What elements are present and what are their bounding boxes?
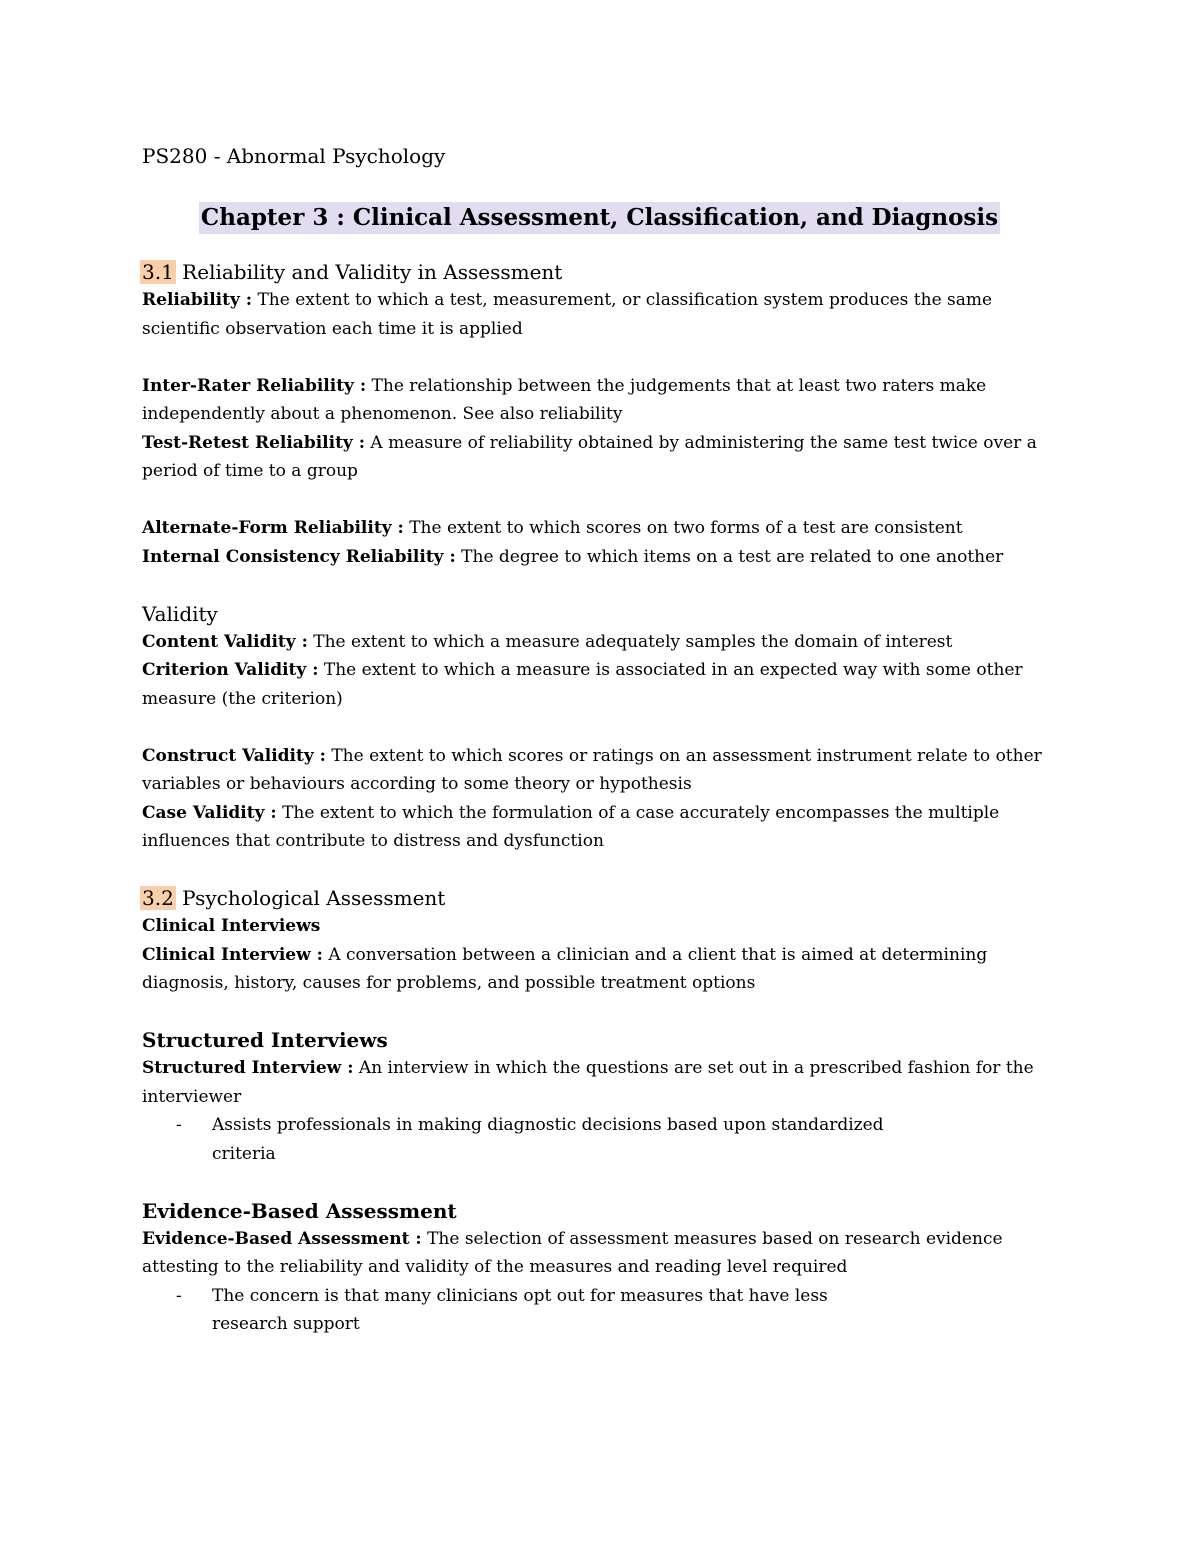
term-inter-rater: Inter-Rater Reliability : [142, 375, 367, 396]
validity-heading: Validity [142, 601, 218, 626]
section-3-1-number: 3.1 [142, 260, 174, 284]
definition-case-validity [142, 799, 1042, 856]
definition-clinical-interview [142, 941, 1042, 998]
list-item [142, 1282, 902, 1339]
term-clinical-interview: Clinical Interview : [142, 944, 323, 965]
def-case-validity: The extent to which the formulation of a case accurately encompasses the multiple influences that contribute to distress and dysfunction [142, 802, 1000, 851]
def-criterion-validity: The extent to which a measure is associated in an expected way with some other measure (the criterion) [142, 660, 1023, 709]
def-internal-consistency: The degree to which items on a test are related to one another [461, 546, 1004, 567]
chapter-title: Chapter 3 : Clinical Assessment, Classification, and Diagnosis [199, 202, 1000, 234]
def-inter-rater: The relationship between the judgements that at least two raters make independently about a phenomenon. See also reliability [142, 375, 987, 424]
term-evidence-based-assessment: Evidence-Based Assessment : [142, 1228, 422, 1249]
definition-inter-rater [142, 372, 1042, 429]
def-evidence-based-assessment: The selection of assessment measures based on research evidence attesting to the reliability and validity of the measures and reading level required [142, 1228, 1003, 1277]
evidence-based-assessment-heading: Evidence-Based Assessment [142, 1198, 457, 1223]
structured-bullet-text: Assists professionals in making diagnostic decisions based upon standardized criteria [212, 1115, 884, 1164]
definition-criterion-validity [142, 656, 1042, 713]
term-test-retest: Test-Retest Reliability : [142, 432, 366, 453]
bullet-dash: - [176, 1285, 182, 1306]
definition-content-validity [142, 628, 1042, 657]
def-structured-interview: An interview in which the questions are set out in a prescribed fashion for the interviewer [142, 1058, 1034, 1107]
definition-alternate-form [142, 514, 1042, 543]
term-internal-consistency: Internal Consistency Reliability : [142, 546, 456, 567]
definition-structured-interview [142, 1054, 1042, 1111]
def-construct-validity: The extent to which scores or ratings on an assessment instrument relate to other variables or behaviours according to some theory or hypothesis [142, 745, 1042, 794]
term-reliability: Reliability : [142, 290, 253, 310]
term-criterion-validity: Criterion Validity : [142, 660, 319, 680]
section-3-1-title: Reliability and Validity in Assessment [182, 260, 563, 284]
document-page [142, 140, 1042, 1339]
def-content-validity: The extent to which a measure adequately samples the domain of interest [313, 631, 953, 652]
structured-interviews-heading: Structured Interviews [142, 1028, 388, 1052]
definition-reliability [142, 286, 1042, 343]
section-3-2-title: Psychological Assessment [182, 886, 446, 910]
definition-internal-consistency [142, 543, 1042, 572]
section-3-2-heading [142, 884, 1042, 912]
clinical-interviews-heading: Clinical Interviews [142, 916, 321, 936]
def-clinical-interview: A conversation between a clinician and a client that is aimed at determining diagnosis, history, causes for problems, and possible treatment options [142, 944, 988, 993]
definition-test-retest [142, 429, 1042, 486]
def-alternate-form: The extent to which scores on two forms of a test are consistent [409, 518, 963, 538]
def-test-retest: A measure of reliability obtained by administering the same test twice over a period of time to a group [142, 432, 1037, 481]
definition-construct-validity [142, 742, 1042, 799]
eba-bullet-text: The concern is that many clinicians opt out for measures that have less research support [212, 1285, 828, 1334]
term-construct-validity: Construct Validity : [142, 745, 326, 766]
bullet-dash: - [176, 1115, 182, 1135]
term-content-validity: Content Validity : [142, 631, 308, 652]
term-case-validity: Case Validity : [142, 802, 277, 823]
section-3-1-heading [142, 258, 1042, 286]
term-structured-interview: Structured Interview : [142, 1058, 354, 1078]
document-title: PS280 - Abnormal Psychology [142, 144, 446, 168]
def-reliability: The extent to which a test, measurement, or classification system produces the same scientific observation each time it is applied [142, 290, 993, 339]
definition-evidence-based-assessment [142, 1225, 1042, 1282]
list-item [142, 1111, 902, 1168]
chapter-heading-wrap [0, 202, 1200, 234]
section-3-2-number: 3.2 [142, 886, 174, 910]
term-alternate-form: Alternate-Form Reliability : [142, 518, 404, 538]
